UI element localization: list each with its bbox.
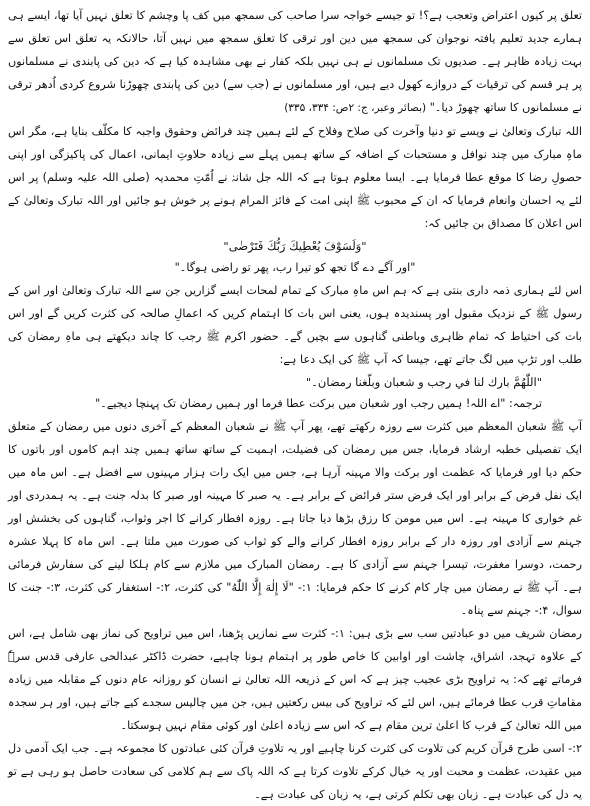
quran-verse-translation: "اور آگے دے گا تجھ کو تیرا رب، پھر تو راضی ہوگا۔" bbox=[174, 261, 416, 274]
paragraph-ramadan-blessing: اللہ تبارک وتعالیٰ نے ویسے تو دنیا وآخرت کی صلاح وفلاح کے لئے ہمیں چند فرائض وحقوق واجبہ کا مکلّف بنایا ہے، مگر اس ماہِ مبارک میں چند نوافل و مستحبات کے اضافہ کے ساتھ ہمیں پہلے سے زیادہ حلاوتِ ایمانی، اعمال کی پاکیزگی اور اپنی حصولِ رضا کا موقع عطا فرمایا ہے۔ ایسا معلوم ہوتا ہے کہ اللہ جل شانہٗ نے اُمّتِ محمدیہ (صلی اللہ علیہ وسلم) پر اس لئے یہ احسان وانعام فرمایا کہ ان کے محبوب ﷺ اپنی امت کے فائز المرام ہونے پر خوش ہو جائیں اور اللہ تبارک وتعالیٰ کے اس اعلان کا مصداق بن جائیں کہ: bbox=[8, 125, 582, 230]
paragraph-responsibility: اس لئے ہماری ذمہ داری بنتی ہے کہ ہم اس ماہِ مبارک کے تمام لمحات ایسے گزاریں جن سے اللہ تبارک وتعالیٰ اور اس کے رسول ﷺ کے نزدیک مقبول اور پسندیدہ ہوں، یعنی اس بات کا اہتمام کریں کہ اعمالِ صالحہ کی کثرت کریں گے اور اس بات کی احتیاط کہ تمام ظاہری وباطنی گناہوں سے بچیں گے۔ حضور اکرم ﷺ رجب کا چاند دیکھتے ہی ماہِ رمضان کی طلب اور تڑپ میں لگ جاتے تھے، جیسا کہ آپ ﷺ کی ایک دعا ہے: bbox=[8, 284, 582, 366]
paragraph-intro-text: تعلق پر کیوں اعتراض وتعجب ہے؟! تو جیسے خواجہ سرا صاحب کی سمجھ میں کف پا وچشم کا تعلق نہیں آیا تھا، ایسے ہی ہمارے جدید تعلیم یافتہ نوجوان کی سمجھ میں دین اور ترقی کا تعلق سمجھ میں نہیں آتا، حالانکہ یہ تعلق اس تعلق سے بہت زیادہ ظاہر ہے۔ صدیوں تک مسلمانوں نے ہی نہیں بلکہ کفار نے بھی مشاہدہ کیا ہے کہ دین کی پابندی نے مسلمانوں پر ہر قسم کی ترقیات کے دروازے کھول دیے ہیں، اور مسلمانوں نے (جب سے) دین کی پابندی چھوڑنا شروع کردی اُدھر ترقی نے مسلمانوں کا ساتھ چھوڑ دیا۔" bbox=[8, 9, 582, 114]
quran-verse-arabic: "وَلَسَوْفَ يُعْطِيكَ رَبُّكَ فَتَرْضٰى" bbox=[223, 239, 367, 253]
reference-citation: (بصائر وعبر، ج: ۲ص: ۳۳۴، ۳۳۵) bbox=[284, 102, 427, 114]
dua-arabic: "اللّٰهُمَّ بارك لنا في رجب و شعبان وبلّغنا رمضان۔" bbox=[305, 375, 542, 389]
paragraph-two-worships: رمضان شریف میں دو عبادتیں سب سے بڑی ہیں: ۱:- کثرت سے نمازیں پڑھنا، اس میں تراویح کی نماز بھی شامل ہے، اس کے علاوہ تہجد، اشراق، چاشت اور اوابین کا خاص طور پر اہتمام ہونا چاہیے، حضرت ڈاکٹر عبدالحی عارفی قدس سرہٗ فرماتے تھے کہ: یہ تراویح بڑی عجیب چیز ہے کہ اس کے ذریعہ اللہ تعالیٰ نے انسان کو روزانہ عام دنوں کے مقابلہ میں زیادہ مقاماتِ قرب عطا فرمائے ہیں، اس لئے کہ تراویح کی بیس رکعتیں ہیں، جن میں چالیس سجدے کیے جاتے ہیں، اور ہر سجدہ میں اللہ تعالیٰ کے قرب کا اعلیٰ ترین مقام ہے کہ اس سے زیادہ اعلیٰ اور کوئی مقام نہیں ہوسکتا۔ bbox=[8, 627, 582, 732]
paragraph-sermon: آپ ﷺ شعبان المعظم میں کثرت سے روزہ رکھتے تھے، پھر آپ ﷺ نے شعبان المعظم کے آخری دنوں میں رمضان کے متعلق ایک تفصیلی خطبہ ارشاد فرمایا، جس میں رمضان کی فضیلت، اہمیت کے ساتھ ساتھ ہمیں چند اہم کاموں اور باتوں کا حکم دیا اور فرمایا کہ عظمت اور برکت والا مہینہ آرہا ہے، جس میں ایک رات ہزار مہینوں سے افضل ہے۔ اس ماہ میں ایک نفل فرض کے برابر اور ایک فرض ستر فرائض کے برابر ہے۔ یہ صبر کا مہینہ اور صبر کا بدلہ جنت ہے۔ یہ ہمدردی اور غم خواری کا مہینہ ہے۔ اس میں مومن کا رزق بڑھا دیا جاتا ہے۔ روزہ افطار کرانے کا اجر وثواب، گناہوں کی بخشش اور جہنم سے آزادی اور روزہ دار کے برابر روزہ افطار کرانے والے کو ثواب کی صورت میں ملتا ہے۔ اس ماہ کا پہلا عشرہ رحمت، دوسرا مغفرت، تیسرا جہنم سے آزادی کا ہے۔ رمضان المبارک میں ملازم سے کام ہلکا لینے کی سفارش فرمائی ہے۔ آپ ﷺ نے رمضان میں چار کام کرنے کا حکم فرمایا: ۱:- "لَا إِلٰهَ إِلَّا اللّٰهُ" کی کثرت، ۲:- استغفار کی کثرت، ۳:- جنت کا سوال، ۴:- جہنم سے پناہ۔ bbox=[8, 420, 582, 617]
paragraph-quran-recitation: ۲:- اسی طرح قرآن کریم کی تلاوت کی کثرت کرنا چاہیے اور یہ تلاوتِ قرآن کئی عبادتوں کا مجموعہ ہے۔ جب ایک آدمی دل میں عقیدت، عظمت و محبت اور یہ خیال کرکے تلاوت کرتا ہے کہ اللہ پاک سے ہم کلامی کی سعادت حاصل ہو رہی ہے تو یہ دل کی عبادت ہے۔ زبان بھی تکلم کرتی ہے، یہ زبان کی عبادت ہے۔ bbox=[8, 742, 582, 801]
paragraph-intro bbox=[8, 4, 582, 120]
dua-translation: ترجمہ: "اے اللہ! ہمیں رجب اور شعبان میں برکت عطا فرما اور ہمیں رمضان تک پہنچا دیجیے۔" bbox=[95, 397, 542, 410]
